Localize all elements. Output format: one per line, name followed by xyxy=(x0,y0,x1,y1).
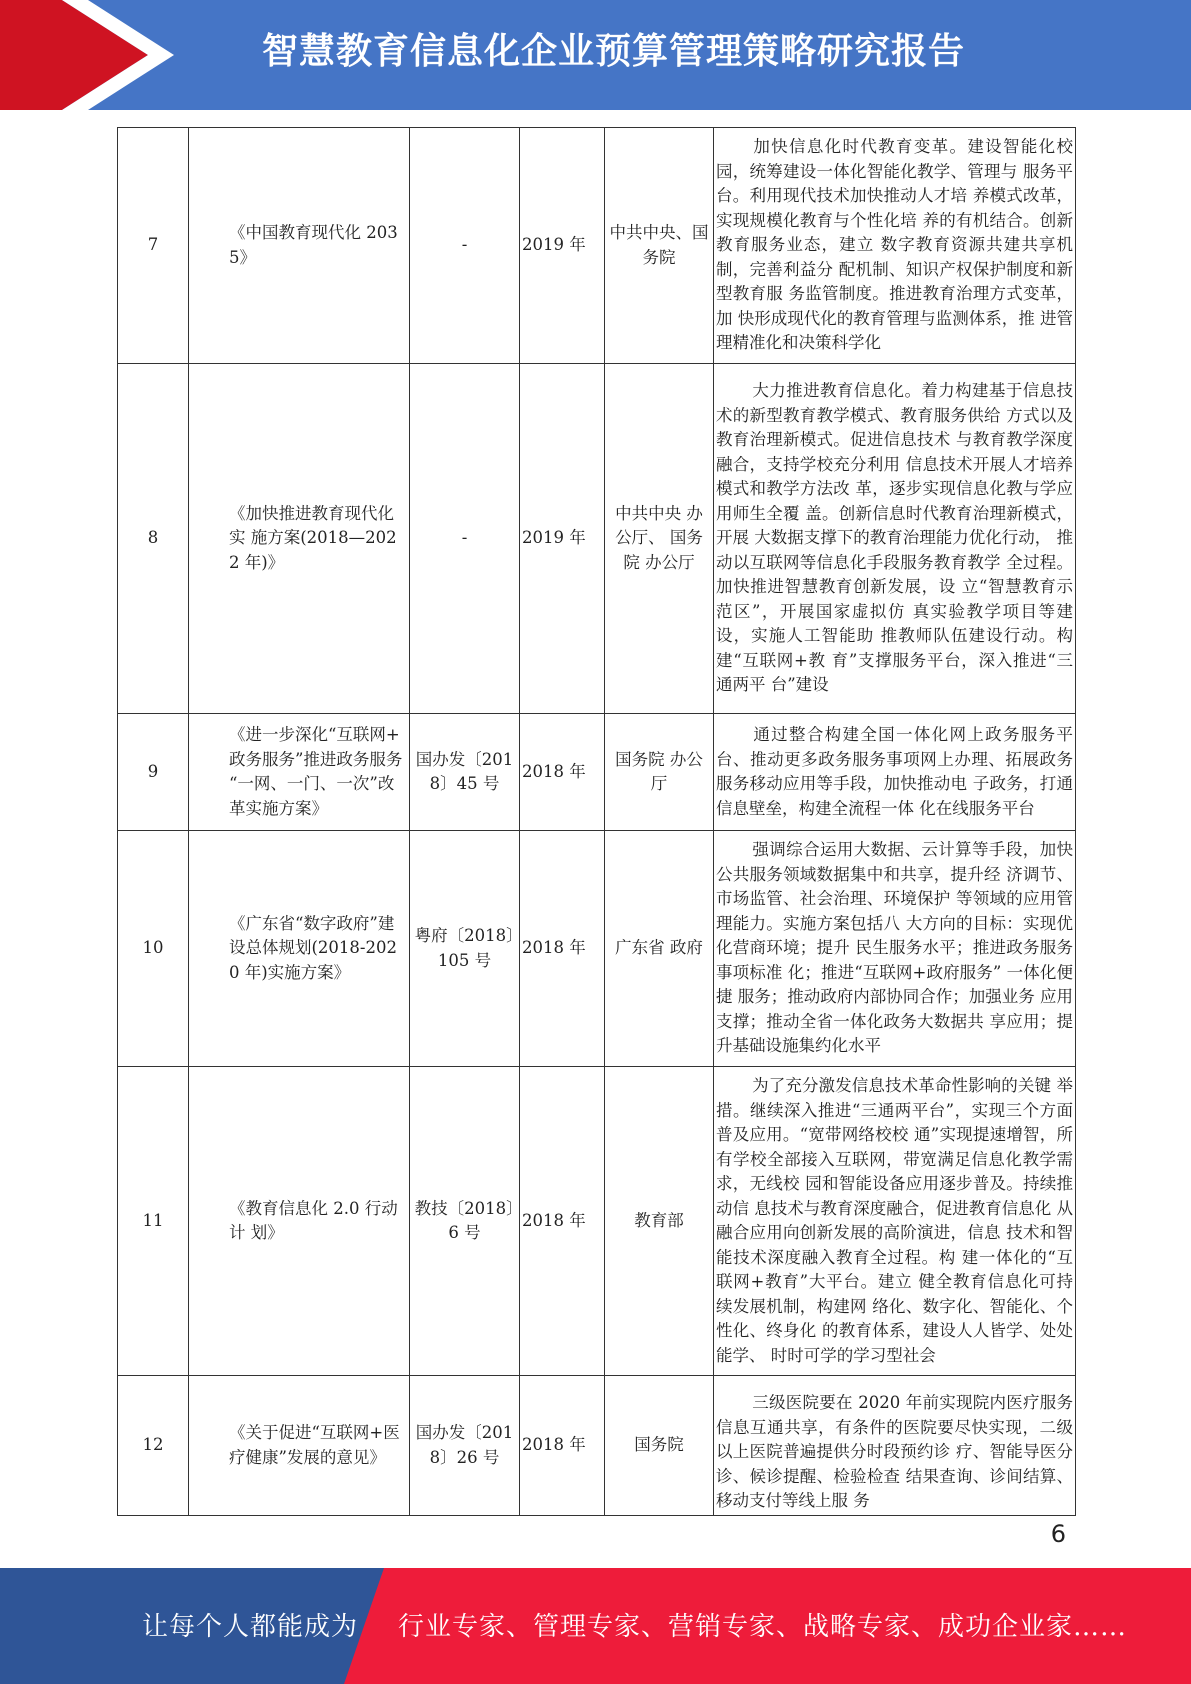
policy-content xyxy=(714,831,1076,1067)
policy-table xyxy=(117,127,1076,1516)
policy-content xyxy=(714,1376,1076,1516)
row-number: 7 xyxy=(118,128,189,364)
footer-slogan-right: 行业专家、管理专家、营销专家、战略专家、成功企业家…… xyxy=(398,1612,1128,1642)
document-number: 粤府〔2018〕105 号 xyxy=(410,831,520,1067)
policy-content xyxy=(714,1067,1076,1376)
policy-content xyxy=(714,714,1076,831)
row-number: 10 xyxy=(118,831,189,1067)
issue-year: 2019 年 xyxy=(520,364,605,714)
issuing-authority: 教育部 xyxy=(605,1067,714,1376)
row-number: 12 xyxy=(118,1376,189,1516)
table-row xyxy=(118,714,1076,831)
header-red-block xyxy=(0,0,148,110)
document-number: - xyxy=(410,128,520,364)
policy-name: 《广东省“数字政府”建 设总体规划(2018-2020 年)实施方案》 xyxy=(189,831,410,1067)
row-number: 8 xyxy=(118,364,189,714)
issuing-authority: 中共中央 办公厅、 国务院 办公厅 xyxy=(605,364,714,714)
page-header xyxy=(0,0,1191,110)
issue-year: 2019 年 xyxy=(520,128,605,364)
policy-content-text: 大力推进教育信息化。着力构建基于信息技术的新型教育教学模式、教育服务供给 方式以及教育治理新模式。促进信息技术 与教育教学深度融合，支持学校充分利用 信息技术开展人才培养模式和教学方法改 革，逐步实现信息化教与学应用师生全覆 盖。创新信息时代教育治理新模式，开展 大数据支撑下的教育治理能力优化行动， 推动以互联网等信息化手段服务教育教学 全过程。加快推进智慧教育创新发展，设 立“智慧教育示范区”，开展国家虚拟仿 真实验教学项目等建设，实施人工智能助 推教师队伍建设行动。构建“互联网+教 育”支撑服务平台，深入推进“三通两平 台”建设 xyxy=(716,381,1073,695)
document-number: 教技〔2018〕6 号 xyxy=(410,1067,520,1376)
policy-table-wrap xyxy=(117,127,1075,1516)
policy-name: 《关于促进“互联网+医 疗健康”发展的意见》 xyxy=(189,1376,410,1516)
document-number: - xyxy=(410,364,520,714)
policy-content-text: 强调综合运用大数据、云计算等手段，加快公共服务领域数据集中和共享，提升经 济调节、市场监管、社会治理、环境保护 等领域的应用管理能力。实施方案包括八 大方向的目标：实现优化营商环境；提升 民生服务水平；推进政务服务事项标准 化；推进“互联网+政府服务” 一体化便捷 服务；推动政府内部协同合作；加强业务 应用支撑；推动全省一体化政务大数据共 享应用；提升基础设施集约化水平 xyxy=(716,840,1073,1056)
issuing-authority: 国务院 xyxy=(605,1376,714,1516)
policy-content-text: 三级医院要在 2020 年前实现院内医疗服务 信息互通共享，有条件的医院要尽快实现，二级以上医院普遍提供分时段预约诊 疗、智能导医分诊、候诊提醒、检验检查 结果查询、诊间结算、移动支付等线上服 务 xyxy=(716,1393,1073,1511)
issue-year: 2018 年 xyxy=(520,1376,605,1516)
report-title: 智慧教育信息化企业预算管理策略研究报告 xyxy=(262,31,966,72)
document-number: 国办发〔2018〕45 号 xyxy=(410,714,520,831)
policy-name: 《进一步深化“互联网+ 政务服务”推进政务服务 “一网、一门、一次”改 革实施方案》 xyxy=(189,714,410,831)
issuing-authority: 广东省 政府 xyxy=(605,831,714,1067)
policy-content-text: 通过整合构建全国一体化网上政务服务平 台、推动更多政务服务事项网上办理、拓展政务服务移动应用等手段，加快推动电 子政务，打通信息壁垒，构建全流程一体 化在线服务平台 xyxy=(716,725,1073,818)
table-row xyxy=(118,364,1076,714)
footer-slogan-left: 让每个人都能成为 xyxy=(142,1612,359,1642)
document-number: 国办发〔2018〕26 号 xyxy=(410,1376,520,1516)
page-number: 6 xyxy=(1050,1520,1066,1548)
policy-content-text: 为了充分激发信息技术革命性影响的关键 举措。继续深入推进“三通两平台”，实现三个方面普及应用。“宽带网络校校 通”实现提速增智，所有学校全部接入互联网，带宽满足信息化教学需求，无线校 园和智能设备应用逐步普及。持续推动信 息技术与教育深度融合，促进教育信息化 从融合应用向创新发展的高阶演进，信息 技术和智能技术深度融入教育全过程。构 建一体化的“互联网+教育”大平台。建立 健全教育信息化可持续发展机制，构建网 络化、数字化、智能化、个性化、终身化 的教育体系，建设人人皆学、处处能学、 时时可学的学习型社会 xyxy=(716,1076,1073,1365)
policy-name: 《加快推进教育现代化实 施方案(2018—2022 年)》 xyxy=(189,364,410,714)
issuing-authority: 中共中央、国务院 xyxy=(605,128,714,364)
policy-content xyxy=(714,128,1076,364)
policy-content-text: 加快信息化时代教育变革。建设智能化校园，统筹建设一体化智能化教学、管理与 服务平台。利用现代技术加快推动人才培 养模式改革，实现规模化教育与个性化培 养的有机结合。创新教育服务业态，建立 数字教育资源共建共享机制，完善利益分 配机制、知识产权保护制度和新型教育服 务监管制度。推进教育治理方式变革，加 快形成现代化的教育管理与监测体系，推 进管理精准化和决策科学化 xyxy=(716,137,1073,353)
policy-name: 《中国教育现代化 2035》 xyxy=(189,128,410,364)
policy-name: 《教育信息化 2.0 行动计 划》 xyxy=(189,1067,410,1376)
row-number: 9 xyxy=(118,714,189,831)
issue-year: 2018 年 xyxy=(520,1067,605,1376)
table-row xyxy=(118,1067,1076,1376)
issue-year: 2018 年 xyxy=(520,714,605,831)
table-row xyxy=(118,1376,1076,1516)
page-footer xyxy=(0,1568,1191,1684)
table-row xyxy=(118,128,1076,364)
issuing-authority: 国务院 办公厅 xyxy=(605,714,714,831)
issue-year: 2018 年 xyxy=(520,831,605,1067)
policy-content xyxy=(714,364,1076,714)
row-number: 11 xyxy=(118,1067,189,1376)
table-row xyxy=(118,831,1076,1067)
